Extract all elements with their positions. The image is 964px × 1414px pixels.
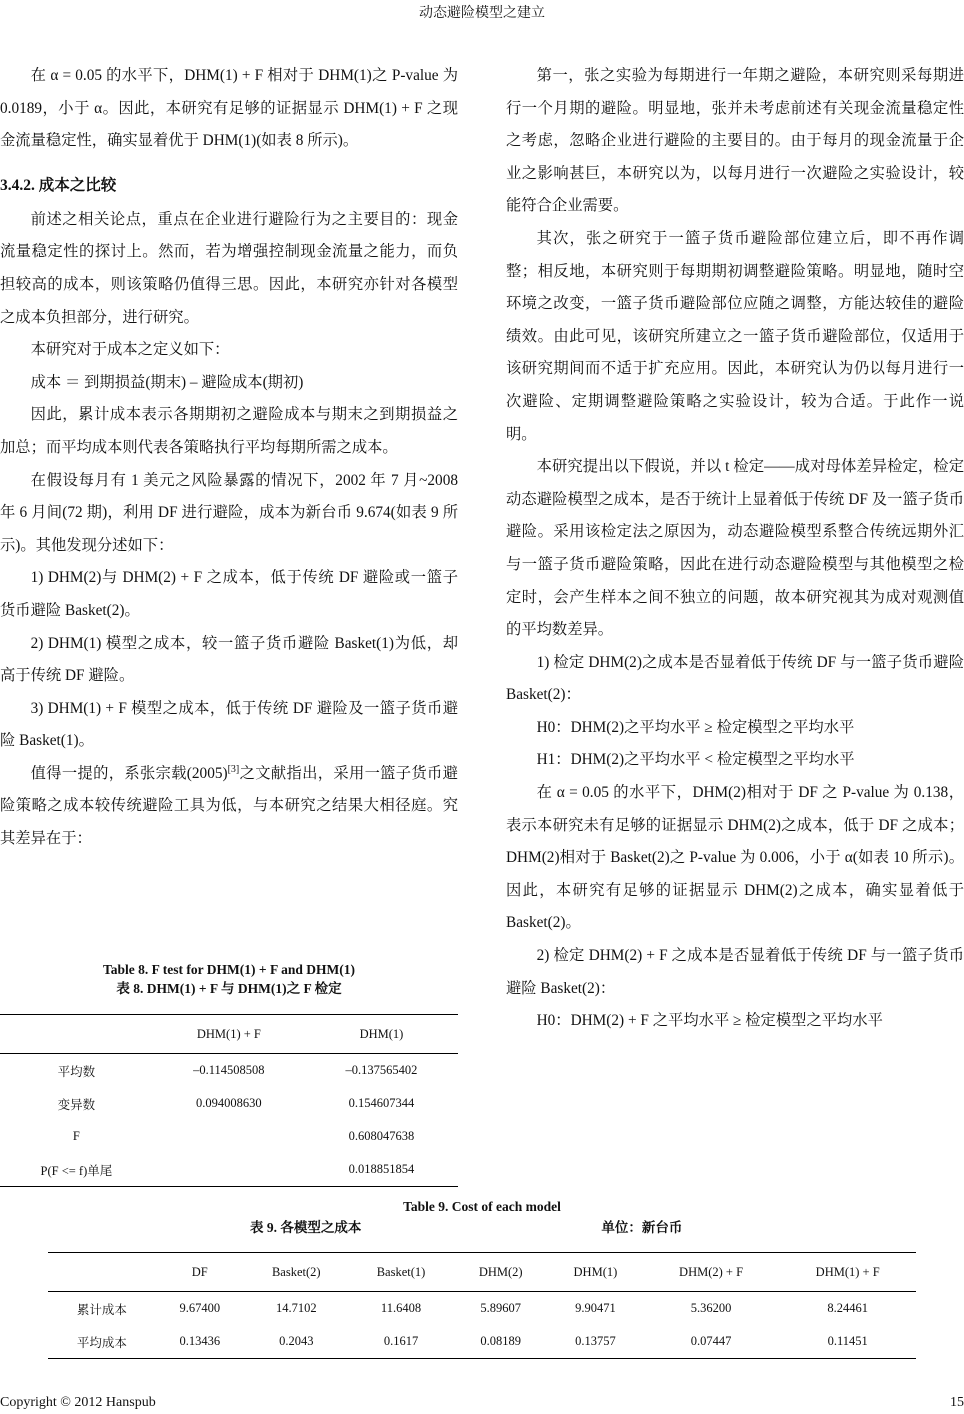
paragraph: 2) 检定 DHM(2) + F 之成本是否显着低于传统 DF 与一篮子货币避险 Basket(2)： xyxy=(506,947,964,997)
left-column xyxy=(0,60,458,856)
column-header xyxy=(48,1253,156,1292)
paragraph: 其次，张之研究于一篮子货币避险部位建立后，即不再作调整；相反地，本研究则于每期期初调整避险策略。明显地，随时空环境之改变，一篮子货币避险部位应随之调整，方能达较佳的避险绩效。由此可见，该研究所建立之一篮子货币避险部位，仅适用于该研究期间而不适于扩充应用。因此，本研究认为仍以每月进行一次避险、定期调整避险策略之实验设计，较为合适。于此作一说明。 xyxy=(506,229,964,443)
paragraph: 3) DHM(1) + F 模型之成本，低于传统 DF 避险及一篮子货币避险 Basket(1)。 xyxy=(0,699,458,750)
table-caption-zh: 表 9. 各模型之成本 xyxy=(250,1220,362,1235)
table-row xyxy=(0,1087,458,1120)
table-caption-en: Table 9. Cost of each model xyxy=(403,1199,561,1214)
paragraph: 1) DHM(2)与 DHM(2) + F 之成本，低于传统 DF 避险或一篮子货币避险 Basket(2)。 xyxy=(0,569,458,619)
row-label: 平均数 xyxy=(57,1064,96,1079)
section-heading: 3.4.2. 成本之比较 xyxy=(0,176,117,194)
paragraph: 因此，累计成本表示各期期初之避险成本与期末之到期损益之加总；而平均成本则代表各策略执行平均每期所需之成本。 xyxy=(0,406,458,456)
row-label: 累计成本 xyxy=(76,1302,127,1317)
paragraph: 2) DHM(1) 模型之成本，较一篮子货币避险 Basket(1)为低，却高于传统 DF 避险。 xyxy=(0,634,458,685)
cell: 5.89607 xyxy=(480,1301,522,1315)
paragraph: 在假设每月有 1 美元之风险暴露的情况下，2002 年 7 月~2008 年 6 月间(72 期)，利用 DF 进行避险，成本为新台币 9.674(如表 9 所示)。其他发现分述如下： xyxy=(0,471,458,554)
table-row xyxy=(0,1120,458,1153)
cell: 0.1617 xyxy=(383,1334,419,1348)
right-column xyxy=(506,60,964,1038)
hypothesis: H1：DHM(2)之平均水平 < 检定模型之平均水平 xyxy=(536,751,855,769)
cell: 0.11451 xyxy=(827,1334,868,1348)
row-label: P(F <= f)单尾 xyxy=(40,1163,113,1178)
table-row xyxy=(0,1054,458,1088)
column-header: DHM(1) + F xyxy=(153,1015,305,1054)
table-9 xyxy=(48,1197,916,1359)
text: 之文献指出，采用一篮子货币避险策略之成本较传统避险工具为低，与本研究之结果大相径庭。究其差异在于： xyxy=(0,764,458,848)
cell: 0.2043 xyxy=(279,1334,314,1348)
cell: –0.114508508 xyxy=(193,1063,265,1077)
hypothesis: H0：DHM(2) + F 之平均水平 ≥ 检定模型之平均水平 xyxy=(536,1012,883,1030)
paragraph: 1) 检定 DHM(2)之成本是否显着低于传统 DF 与一篮子货币避险 Basket(2)： xyxy=(506,653,964,704)
paragraph xyxy=(0,758,458,856)
running-header: 动态避险模型之建立 xyxy=(419,6,545,21)
hypothesis: H0：DHM(2)之平均水平 ≥ 检定模型之平均水平 xyxy=(536,718,855,736)
cell: 0.018851854 xyxy=(348,1162,415,1176)
column-header: Basket(2) xyxy=(244,1253,349,1292)
row-label: F xyxy=(72,1129,80,1143)
cell: 0.13436 xyxy=(179,1334,221,1348)
paragraph: 第一，张之实验为每期进行一年期之避险，本研究则采每期进行一个月期的避险。明显地，张并未考虑前述有关现金流量稳定性之考虑，忽略企业进行避险的主要目的。由于每月的现金流量于企业之影响甚巨，本研究以为，以每月进行一次避险之实验设计，较能符合企业需要。 xyxy=(506,67,964,215)
paragraph: 本研究提出以下假说，并以 t 检定——成对母体差异检定，检定动态避险模型之成本，是否于统计上显着低于传统 DF 及一篮子货币避险。采用该检定法之原因为，动态避险模型系整合传统远期外汇与一篮子货币避险策略，因此在进行动态避险模型与其他模型之检定时，会产生样本之间不独立的问题，故本研究视其为成对观测值的平均数差异。 xyxy=(506,458,964,639)
f-test-table xyxy=(0,1014,458,1187)
column-header: DF xyxy=(156,1253,244,1292)
row-label: 平均成本 xyxy=(76,1335,127,1350)
table-caption-zh-row xyxy=(48,1216,916,1236)
paragraph: 在 α = 0.05 的水平下，DHM(1) + F 相对于 DHM(1)之 P-value 为 0.0189，小于 α。因此，本研究有足够的证据显示 DHM(1) + F 之现金流量稳定性，确实显着优于 DHM(1)(如表 8 所示)。 xyxy=(0,67,458,150)
table-8 xyxy=(0,960,458,1187)
cell: 5.36200 xyxy=(690,1301,732,1315)
cell: 0.608047638 xyxy=(348,1129,415,1143)
column-header: DHM(1) xyxy=(548,1253,643,1292)
column-header: DHM(2) xyxy=(453,1253,548,1292)
cell: 9.67400 xyxy=(179,1301,221,1315)
cell: 0.07447 xyxy=(690,1334,732,1348)
column-header: Basket(1) xyxy=(349,1253,454,1292)
table-row xyxy=(48,1292,916,1326)
table-unit: 单位：新台币 xyxy=(601,1220,683,1235)
copyright: Copyright © 2012 Hanspub xyxy=(0,1395,156,1410)
table-row xyxy=(48,1325,916,1359)
formula: 成本 ＝ 到期损益(期末) – 避险成本(期初) xyxy=(30,373,304,391)
cell: 14.7102 xyxy=(275,1301,317,1315)
cost-table xyxy=(48,1252,916,1359)
cell xyxy=(153,1120,305,1153)
cell: 0.13757 xyxy=(575,1334,616,1348)
cell: 8.24461 xyxy=(827,1301,868,1315)
paragraph: 在 α = 0.05 的水平下，DHM(2)相对于 DF 之 P-value 为 0.138，表示本研究未有足够的证据显示 DHM(2)之成本，低于 DF 之成本；DHM(2)相对于 Basket(2)之 P-value 为 0.006，小于 α(如表 10 所示)。因此，本研究有足够的证据显示 DHM(2)之成本，确实显着低于 Basket(2)。 xyxy=(506,784,964,932)
column-header xyxy=(0,1015,153,1054)
cell: 9.90471 xyxy=(575,1301,616,1315)
page-number: 15 xyxy=(950,1395,964,1410)
column-header: DHM(1) + F xyxy=(779,1253,916,1292)
cell: 11.6408 xyxy=(380,1301,422,1315)
text: 值得一提的，系张宗载(2005) xyxy=(30,764,228,782)
table-caption-en: Table 8. F test for DHM(1) + F and DHM(1) xyxy=(103,962,355,977)
cell: 0.094008630 xyxy=(196,1096,262,1110)
cell xyxy=(153,1153,305,1187)
cell: 0.154607344 xyxy=(348,1096,415,1110)
column-header: DHM(1) xyxy=(305,1015,458,1054)
column-header: DHM(2) + F xyxy=(643,1253,780,1292)
table-caption-zh: 表 8. DHM(1) + F 与 DHM(1)之 F 检定 xyxy=(116,981,342,996)
table-row xyxy=(0,1153,458,1187)
paragraph: 前述之相关论点，重点在企业进行避险行为之主要目的：现金流量稳定性的探讨上。然而，若为增强控制现金流量之能力，而负担较高的成本，则该策略仍值得三思。因此，本研究亦针对各模型之成本负担部分，进行研究。 xyxy=(0,210,458,326)
cell: 0.08189 xyxy=(480,1334,522,1348)
paragraph: 本研究对于成本之定义如下： xyxy=(30,341,230,359)
cell: –0.137565402 xyxy=(345,1063,418,1077)
citation-link[interactable]: [3] xyxy=(227,763,240,775)
row-label: 变异数 xyxy=(57,1097,96,1112)
